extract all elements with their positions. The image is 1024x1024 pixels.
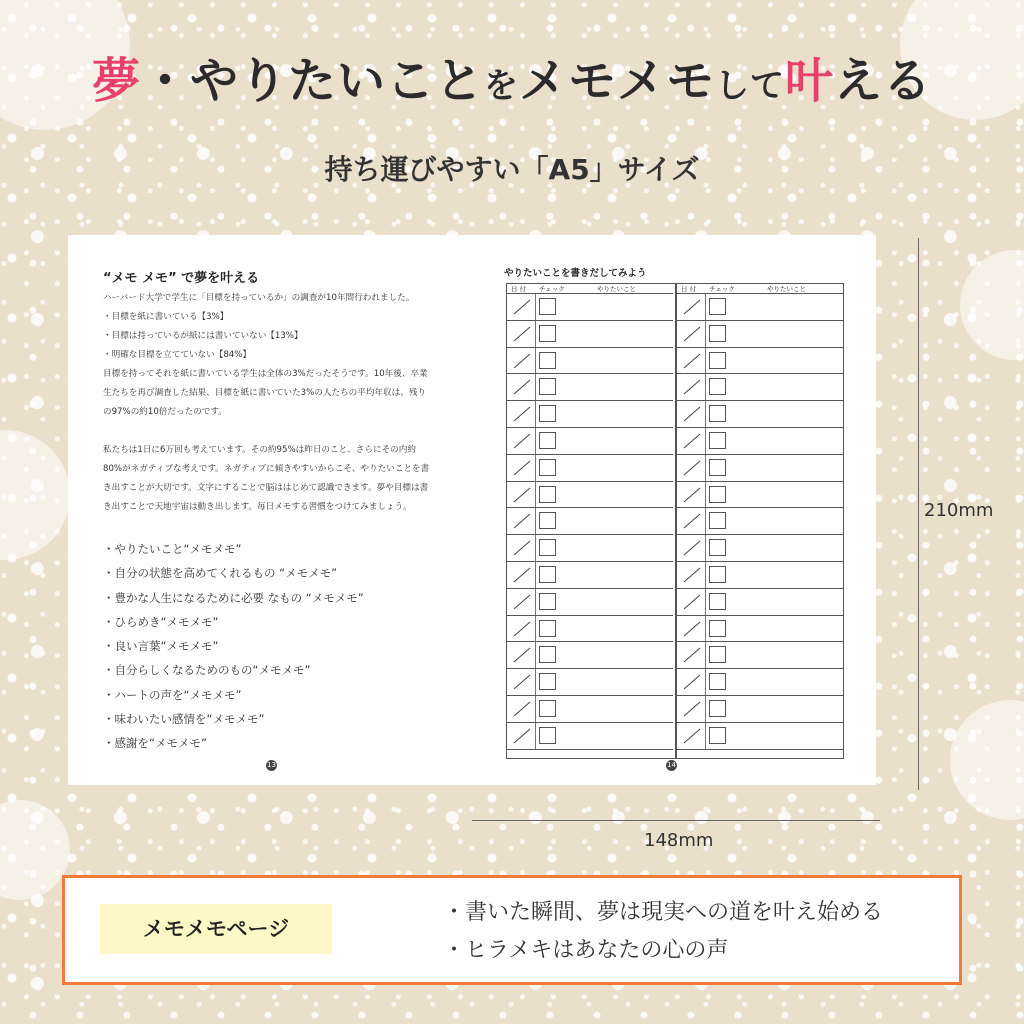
check-box[interactable] [539,486,556,503]
table-header-label: やりたいこと [767,285,806,293]
height-dimension-line [918,238,919,790]
column-separator [705,562,706,588]
table-row [507,535,673,562]
check-box[interactable] [709,566,726,583]
check-box[interactable] [539,405,556,422]
date-slash-icon [681,567,703,583]
date-slash-icon [511,513,533,529]
date-slash-icon [681,594,703,610]
background-bubble [0,800,70,900]
column-separator [535,321,536,347]
check-box[interactable] [709,405,726,422]
date-slash-icon [681,513,703,529]
date-slash-icon [511,674,533,690]
list-item: ・自分らしくなるためのもの“メモメモ” [103,663,311,678]
left-page-paragraph-1 [103,289,448,422]
list-item: ・感謝を“メモメモ” [103,736,207,751]
table-row [507,589,673,616]
column-separator [535,374,536,400]
check-box[interactable] [709,459,726,476]
paragraph-line: ハーバード大学で学生に「目標を持っているか」の調査が10年間行われました。 [103,293,415,303]
column-separator [535,508,536,534]
check-box[interactable] [539,512,556,529]
info-points [443,894,883,970]
check-box[interactable] [709,325,726,342]
info-point: ・ヒラメキはあなたの心の声 [443,938,729,963]
memo-list [103,537,364,756]
column-separator [535,669,536,695]
paragraph-line: 目標を持ってそれを紙に書いている学生は全体の3%だったそうです。10年後、卒業 [103,369,428,379]
table-row [677,321,843,348]
table-row [677,455,843,482]
column-separator [705,401,706,427]
date-slash-icon [681,540,703,556]
table-row [677,348,843,375]
paragraph-line: 80%がネガティブな考えです。ネガティブに傾きやすいからこそ、やりたいことを書 [103,464,430,474]
column-separator [705,535,706,561]
column-separator [705,508,706,534]
column-separator [535,428,536,454]
check-box[interactable] [709,352,726,369]
date-slash-icon [681,379,703,395]
table-row [507,374,673,401]
date-slash-icon [681,701,703,717]
column-separator [705,348,706,374]
column-separator [535,455,536,481]
check-box[interactable] [539,459,556,476]
paragraph-line: き出すことで天地宇宙は動き出します。毎日メモする習慣をつけてみましょう。 [103,502,412,512]
list-item: ・ひらめき“メモメモ” [103,614,219,629]
list-item: ・味わいたい感情を“メモメモ” [103,712,265,727]
table-row [507,321,673,348]
check-box[interactable] [539,593,556,610]
check-box[interactable] [539,378,556,395]
column-separator [535,401,536,427]
table-row [677,669,843,696]
column-separator [535,589,536,615]
table-row [507,696,673,723]
check-box[interactable] [709,378,726,395]
title-text: える [834,53,933,109]
title-text: ・やりたいこと [140,53,484,109]
info-point: ・書いた瞬間、夢は現実への道を叶え始める [443,900,884,925]
column-separator [535,482,536,508]
column-separator [705,723,706,749]
column-separator [705,428,706,454]
date-slash-icon [511,299,533,315]
date-slash-icon [681,353,703,369]
date-slash-icon [511,326,533,342]
column-separator [535,723,536,749]
table-row [677,535,843,562]
list-item: ・やりたいこと“メモメモ” [103,542,242,556]
list-item: ・豊かな人生になるために必要 なもの “メモメモ” [103,590,364,605]
paragraph-line: ・目標は持っているが紙には書いていない【13%】 [103,331,303,341]
check-box[interactable] [709,539,726,556]
background-bubble [950,700,1024,820]
height-dimension-label: 210mm [924,500,994,521]
table-row [507,428,673,455]
table-row [507,508,673,535]
column-separator [535,294,536,320]
check-box[interactable] [539,566,556,583]
column-separator [705,642,706,668]
check-box[interactable] [709,646,726,663]
date-slash-icon [511,487,533,503]
check-box[interactable] [539,352,556,369]
table-row [507,642,673,669]
table-row [677,294,843,321]
column-separator [705,696,706,722]
check-box[interactable] [709,593,726,610]
title-text: メモメモ [518,53,715,109]
wish-table [506,283,844,759]
table-row [677,642,843,669]
check-box[interactable] [709,727,726,744]
column-separator [705,482,706,508]
date-slash-icon [511,540,533,556]
title-text: して [715,66,785,106]
column-separator [535,616,536,642]
check-box[interactable] [709,298,726,315]
date-slash-icon [511,594,533,610]
width-dimension-label: 148mm [644,830,714,851]
memo-page-tag: メモメモページ [100,904,332,954]
date-slash-icon [681,621,703,637]
column-separator [705,321,706,347]
column-separator [705,616,706,642]
table-row [677,696,843,723]
list-item: ・ハートの声を“メモメモ” [103,687,242,702]
title-accent-yume: 夢 [91,53,141,109]
check-box[interactable] [709,620,726,637]
check-box[interactable] [539,325,556,342]
list-item: ・自分の状態を高めてくれるもの “メモメモ” [103,566,338,581]
table-row [507,294,673,321]
date-slash-icon [511,406,533,422]
column-separator [705,669,706,695]
date-slash-icon [681,647,703,663]
date-slash-icon [681,326,703,342]
right-page-number: 14 [667,761,676,769]
check-box[interactable] [539,727,556,744]
table-row [677,723,843,750]
table-row [507,348,673,375]
left-page-heading: “メモ メモ” で夢を叶える [103,271,260,286]
column-separator [535,562,536,588]
check-box[interactable] [539,432,556,449]
column-separator [535,696,536,722]
date-slash-icon [681,674,703,690]
date-slash-icon [511,460,533,476]
table-row [677,589,843,616]
column-separator [535,535,536,561]
check-box[interactable] [539,673,556,690]
check-box[interactable] [539,620,556,637]
column-separator [705,589,706,615]
date-slash-icon [681,487,703,503]
date-slash-icon [681,406,703,422]
table-header [507,284,673,294]
table-header-label: 日 付 [681,285,697,293]
table-row [677,428,843,455]
paragraph-line: の97%の約10倍だったのです。 [103,407,227,417]
date-slash-icon [511,647,533,663]
paragraph-line: ・明確な目標を立てていない【84%】 [103,350,252,360]
table-row [677,508,843,535]
table-row [677,616,843,643]
table-row [507,723,673,750]
background-bubble [960,250,1024,360]
check-box[interactable] [709,486,726,503]
title-text: を [483,66,519,106]
table-row [507,401,673,428]
check-box[interactable] [539,646,556,663]
column-separator [705,374,706,400]
paragraph-line: 私たちは1日に6万回も考えています。その約95%は昨日のこと、さらにその内約 [103,445,416,455]
left-page-number: 13 [267,761,276,769]
check-box[interactable] [709,700,726,717]
title-accent-kanau: 叶 [785,53,835,109]
date-slash-icon [511,728,533,744]
date-slash-icon [511,379,533,395]
book-spread [68,235,876,785]
table-header-label: やりたいこと [597,285,636,293]
width-dimension-line [472,820,880,821]
date-slash-icon [511,701,533,717]
table-row [677,482,843,509]
date-slash-icon [511,353,533,369]
right-page [472,235,876,785]
column-separator [535,642,536,668]
check-box[interactable] [539,539,556,556]
date-slash-icon [681,433,703,449]
table-row [677,401,843,428]
date-slash-icon [511,567,533,583]
left-page [68,235,472,785]
page-subtitle: 持ち運びやすい「A5」サイズ [324,153,700,186]
date-slash-icon [681,460,703,476]
table-row [507,455,673,482]
page-title [0,42,1024,111]
check-box[interactable] [709,673,726,690]
background-bubble [0,430,70,560]
date-slash-icon [511,433,533,449]
column-separator [705,455,706,481]
paragraph-line: 生たちを再び調査した結果、目標を紙に書いていた3%の人たちの平均年収は、残り [103,388,427,398]
column-separator [535,348,536,374]
info-box [62,875,962,985]
date-slash-icon [681,299,703,315]
column-separator [705,294,706,320]
list-item: ・良い言葉“メモメモ” [103,639,219,654]
paragraph-line: き出すことが大切です。文字にすることで脳ははじめて認識できます。夢や目標は書 [103,483,429,493]
date-slash-icon [511,621,533,637]
table-header [677,284,843,294]
table-header-label: 日 付 [511,285,527,293]
check-box[interactable] [709,512,726,529]
paragraph-line: ・目標を紙に書いている【3%】 [103,312,229,322]
table-row [507,482,673,509]
table-header-label: チェック [539,285,565,293]
table-row [507,562,673,589]
table-row [507,616,673,643]
check-box[interactable] [539,700,556,717]
date-slash-icon [681,728,703,744]
check-box[interactable] [709,432,726,449]
right-page-heading: やりたいことを書きだしてみよう [504,268,647,279]
table-row [677,562,843,589]
table-row [507,669,673,696]
table-header-label: チェック [709,285,735,293]
check-box[interactable] [539,298,556,315]
left-page-paragraph-2 [103,441,448,517]
table-row [677,374,843,401]
